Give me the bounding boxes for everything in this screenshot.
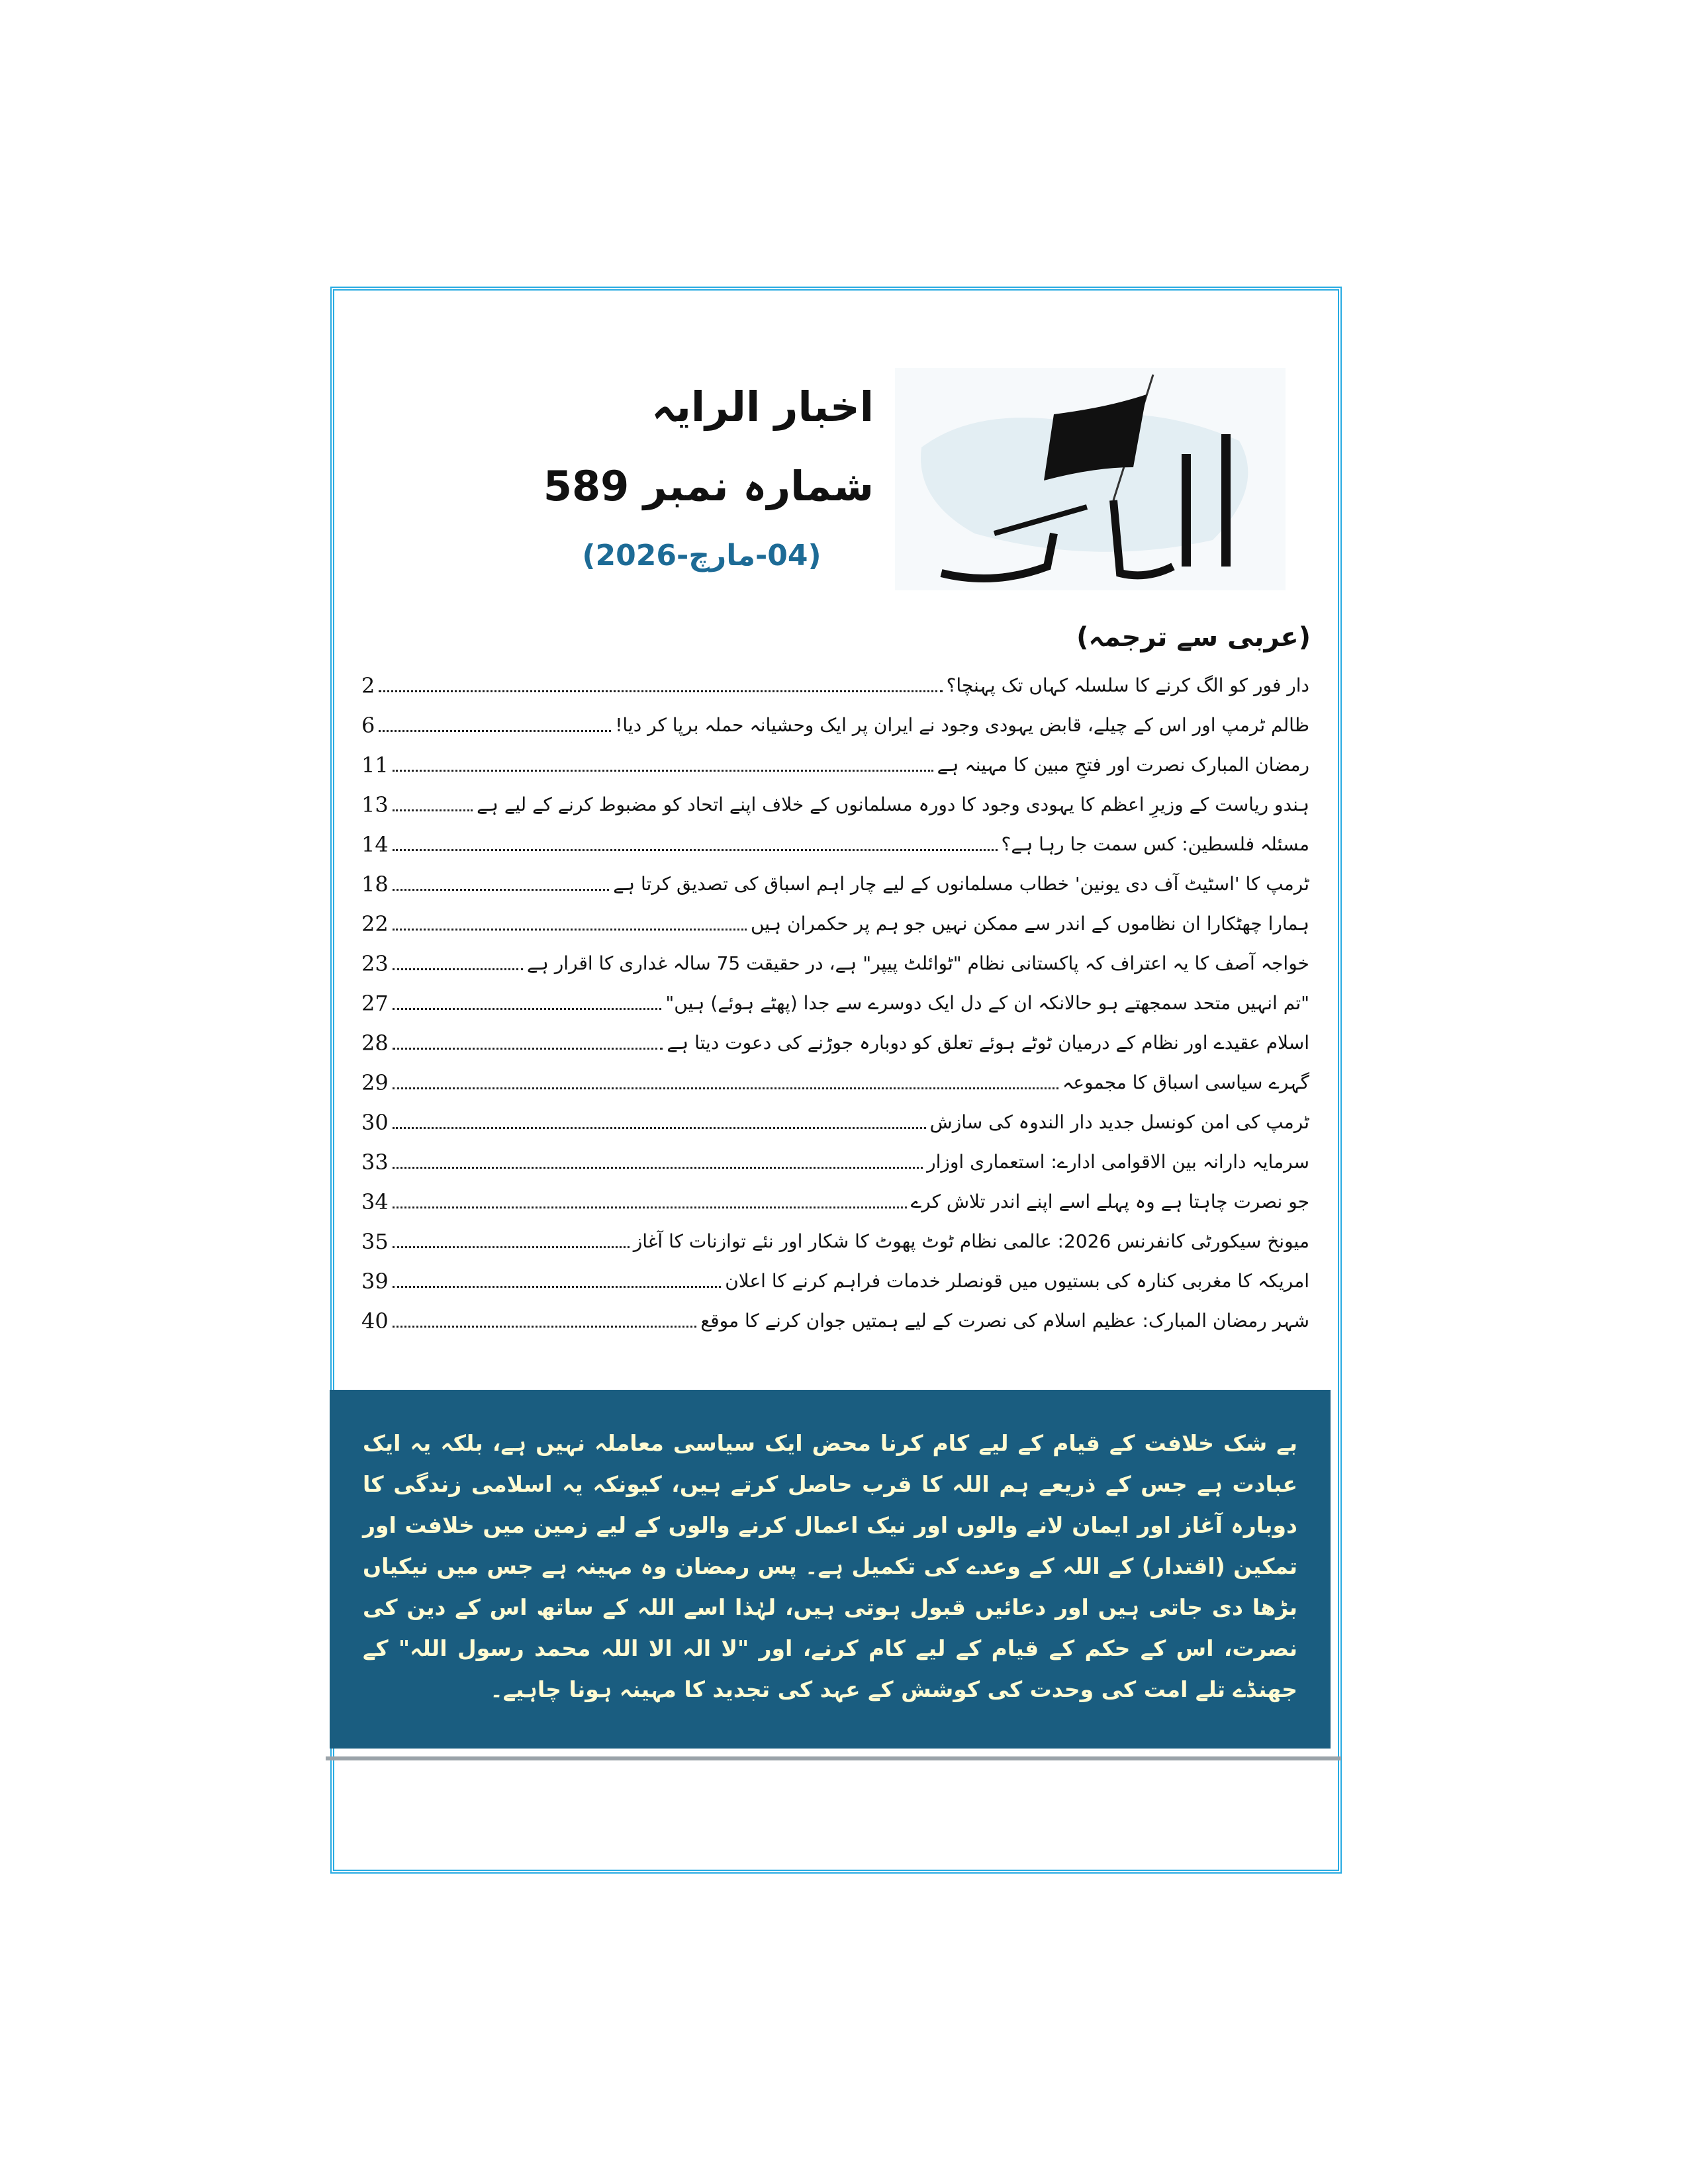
dot-leader [379,690,942,692]
toc-title: امریکہ کا مغربی کنارہ کی بستیوں میں قونصلر خدمات فراہم کرنے کا اعلان [725,1270,1309,1292]
toc-title: ظالم ٹرمپ اور اس کے چیلے، قابض یہودی وجود نے ایران پر ایک وحشیانہ حملہ برپا کر دیا! [615,714,1309,736]
dot-leader [393,1326,697,1328]
masthead [530,377,874,576]
toc-title: سرمایہ دارانہ بین الاقوامی ادارے: استعماری اوزار [927,1151,1309,1173]
toc-entry[interactable] [361,1178,1309,1218]
toc-entry[interactable] [361,781,1309,821]
toc-entry[interactable] [361,1297,1309,1337]
toc-page-number: 22 [361,911,389,936]
dot-leader [393,1087,1058,1089]
toc-entry[interactable] [361,1099,1309,1138]
dot-leader [393,929,747,931]
toc-page-number: 30 [361,1110,389,1135]
toc-entry[interactable] [361,860,1309,900]
toc-entry[interactable] [361,821,1309,860]
toc-entry[interactable] [361,662,1309,702]
toc-page-number: 18 [361,872,389,897]
al-raya-logo [895,368,1286,590]
toc-title: "تم انہیں متحد سمجھتے ہو حالانکہ ان کے دل ایک دوسرے سے جدا (پھٹے ہوئے) ہیں" [665,992,1309,1014]
toc-page-number: 39 [361,1269,389,1294]
translation-note: (عربی سے ترجمہ) [1076,622,1311,653]
toc-page-number: 13 [361,792,389,817]
toc-title: خواجہ آصف کا یہ اعتراف کہ پاکستانی نظام "ٹوائلٹ پیپر" ہے، در حقیقت 75 سالہ غداری کا اقرار ہے [526,952,1309,974]
toc-title: ہندو ریاست کے وزیرِ اعظم کا یہودی وجود کا دورہ مسلمانوں کے خلاف اپنے اتحاد کو مضبوط کرنے کے لیے ہے [477,794,1309,815]
table-of-contents [361,662,1309,1337]
dot-leader [393,968,523,970]
dot-leader [393,1206,907,1208]
dot-leader [393,889,610,891]
toc-title: میونخ سیکورٹی کانفرنس 2026: عالمی نظام ٹوٹ پھوٹ کا شکار اور نئے توازنات کا آغاز [633,1230,1309,1252]
toc-page-number: 29 [361,1070,389,1095]
dot-leader [393,1008,662,1010]
toc-entry[interactable] [361,979,1309,1019]
toc-page-number: 23 [361,951,389,976]
toc-entry[interactable] [361,900,1309,940]
toc-title: ٹرمپ کا 'اسٹیٹ آف دی یونین' خطاب مسلمانوں کے لیے چار اہم اسباق کی تصدیق کرتا ہے [613,873,1309,895]
toc-page-number: 35 [361,1229,389,1254]
toc-title: جو نصرت چاہتا ہے وہ پہلے اسے اپنے اندر تلاش کرے [910,1191,1309,1212]
issue-number: شمارہ نمبر 589 [543,462,874,510]
toc-entry[interactable] [361,702,1309,741]
toc-entry[interactable] [361,1138,1309,1178]
toc-page-number: 33 [361,1150,389,1175]
toc-entry[interactable] [361,1218,1309,1257]
dot-leader [393,1127,926,1129]
toc-page-number: 2 [361,673,375,698]
publication-title: اخبار الرایہ [651,383,874,431]
toc-page-number: 28 [361,1030,389,1056]
dot-leader [393,809,473,811]
toc-entry[interactable] [361,940,1309,979]
quote-box [330,1390,1331,1749]
toc-title: دار فور کو الگ کرنے کا سلسلہ کہاں تک پہنچا؟ [946,674,1309,696]
toc-page-number: 6 [361,713,375,738]
dot-leader [393,1048,663,1050]
toc-title: مسئلہ فلسطین: کس سمت جا رہا ہے؟ [1001,833,1309,855]
toc-entry[interactable] [361,741,1309,781]
dot-leader [393,1246,630,1248]
dot-leader [379,730,611,732]
toc-title: گہرے سیاسی اسباق کا مجموعہ [1062,1071,1309,1093]
toc-page-number: 27 [361,991,389,1016]
toc-page-number: 40 [361,1308,389,1334]
dot-leader [393,770,933,772]
issue-date: (04-مارچ-2026) [582,539,821,572]
divider [326,1756,1341,1760]
dot-leader [393,1167,923,1169]
toc-title: اسلام عقیدے اور نظام کے درمیان ٹوٹے ہوئے تعلق کو دوبارہ جوڑنے کی دعوت دیتا ہے [667,1032,1309,1054]
dot-leader [393,1286,721,1288]
dot-leader [393,849,998,851]
toc-entry[interactable] [361,1257,1309,1297]
toc-page-number: 14 [361,832,389,857]
quote-text: بے شک خلافت کے قیام کے لیے کام کرنا محض ایک سیاسی معاملہ نہیں ہے، بلکہ یہ ایک عبادت ہے جس کے ذریعے ہم اللہ کا قرب حاصل کرتے ہیں، کیونکہ یہ اسلامی زندگی کا دوبارہ آغاز اور ایمان لانے والوں اور نیک اعمال کرنے والوں کے لیے زمین میں خلافت اور تمکین (اقتدار) کے اللہ کے وعدے کی تکمیل ہے۔ پس رمضان وہ مہینہ ہے جس میں نیکیاں بڑھا دی جاتی ہیں اور دعائیں قبول ہوتی ہیں، لہٰذا اسے اللہ کے ساتھ اس کے دین کی نصرت، اس کے حکم کے قیام کے لیے کام کرنے، اور "لا الہ الا اللہ محمد رسول اللہ" کے جھنڈے تلے امت کی وحدت کی کوشش کے عہد کی تجدید کا مہینہ ہونا چاہیے۔ [363,1430,1297,1702]
toc-page-number: 34 [361,1189,389,1214]
toc-entry[interactable] [361,1019,1309,1059]
toc-entry[interactable] [361,1059,1309,1099]
toc-title: ٹرمپ کی امن کونسل جدید دار الندوہ کی سازش [929,1111,1309,1133]
logo-image [895,368,1286,590]
toc-title: ہمارا چھٹکارا ان نظاموں کے اندر سے ممکن نہیں جو ہم پر حکمران ہیں [750,913,1309,934]
toc-title: رمضان المبارک نصرت اور فتحِ مبین کا مہینہ ہے [937,754,1309,776]
toc-page-number: 11 [361,752,389,778]
toc-title: شہر رمضان المبارک: عظیم اسلام کی نصرت کے لیے ہمتیں جوان کرنے کا موقع [700,1310,1309,1332]
